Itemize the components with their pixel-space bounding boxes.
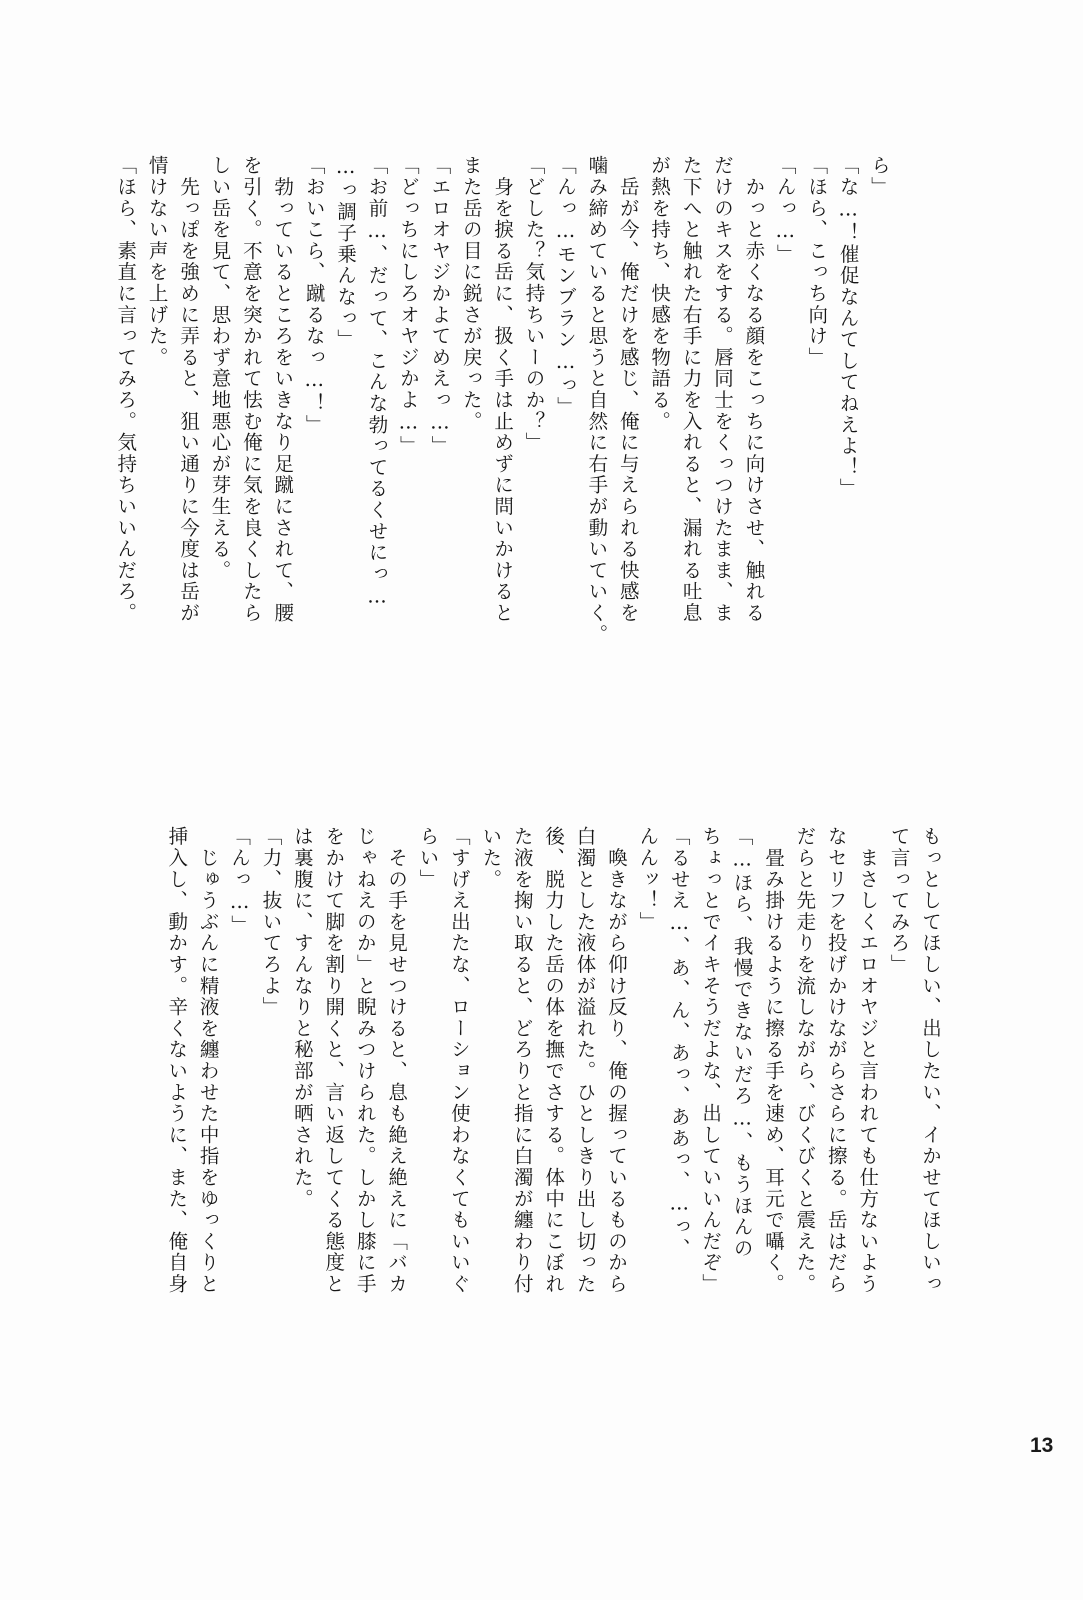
text-line: ちょっとでイキそうだよな、出していいんだぞ」 [699, 826, 723, 1295]
text-line: 「んっ…」 [773, 155, 797, 265]
text-line: いた。 [479, 826, 503, 890]
text-column-bottom [161, 826, 946, 1446]
text-line: だけのキスをする。唇同士をくっつけたまま、ま [710, 155, 734, 624]
text-line: た下へと触れた右手に力を入れると、漏れる吐息 [679, 155, 703, 624]
text-line: しい岳を見て、思わず意地悪心が芽生える。 [208, 155, 232, 581]
text-column-top [110, 155, 895, 775]
text-line: じゃねえのか」と睨みつけられた。しかし膝に手 [353, 826, 377, 1295]
text-line: は裏腹に、すんなりと秘部が晒された。 [290, 826, 314, 1210]
text-line: 岳が今、俺だけを感じ、俺に与えられる快感を [616, 155, 640, 624]
text-line: 「な…！催促なんてしてねえよ！」 [836, 155, 860, 500]
text-line: 「んっ…」 [228, 826, 252, 936]
text-line: 「すげえ出たな、ローション使わなくてもいいぐ [447, 826, 471, 1295]
text-line: 「エロオヤジかよてめえっ…」 [428, 155, 452, 457]
text-line: 白濁とした液体が溢れた。ひとしきり出し切った [573, 826, 597, 1295]
text-line: また岳の目に鋭さが戻った。 [459, 155, 483, 432]
text-line: なセリフを投げかけながらさらに擦る。岳はだら [824, 826, 848, 1295]
text-line: 「どっちにしろオヤジかよ…」 [396, 155, 420, 457]
text-line: をかけて脚を割り開くと、言い返してくる態度と [322, 826, 346, 1295]
text-line: 「…ほら、我慢できないだろ…、もうほんの [730, 826, 754, 1259]
text-line: 「んっ…モンブラン…っ」 [553, 155, 577, 418]
text-line: じゅうぶんに精液を纏わせた中指をゆっくりと [196, 826, 220, 1295]
text-line: らい」 [416, 826, 440, 890]
text-line: 「おいこら、蹴るなっ…！」 [302, 155, 326, 436]
text-line: 「お前…、だって、こんな勃ってるくせにっ… [365, 155, 389, 610]
text-line: まさしくエロオヤジと言われても仕方ないよう [856, 826, 880, 1295]
page-number: 13 [1030, 1434, 1054, 1457]
text-line: その手を見せつけると、息も絶え絶えに「バカ [385, 826, 409, 1295]
text-line: て言ってみろ」 [887, 826, 911, 976]
text-line: 身を捩る岳に、扱く手は止めずに問いかけると [491, 155, 515, 624]
text-line: 後、脱力した岳の体を撫でさする。体中にこぼれ [542, 826, 566, 1295]
text-line: 「力、抜いてろよ」 [259, 826, 283, 1018]
text-line: だらと先走りを流しながら、びくびくと震えた。 [793, 826, 817, 1295]
text-line: た液を掬い取ると、どろりと指に白濁が纏わり付 [510, 826, 534, 1295]
text-line: ら」 [868, 155, 891, 198]
text-line: 喚きながら仰け反り、俺の握っているものから [604, 826, 628, 1295]
text-line: もっとしてほしい、出したい、イかせてほしいっ [919, 826, 942, 1295]
text-line: 畳み掛けるように擦る手を速め、耳元で囁く。 [761, 826, 785, 1295]
text-line: 噛み締めていると思うと自然に右手が動いていく。 [585, 155, 609, 645]
text-line: 「るせえ…、あ、ん、あっ、ああっ、…っ、 [667, 826, 691, 1259]
text-line: 情けない声を上げた。 [145, 155, 169, 368]
text-line: 挿入し、動かす。辛くないように、また、俺自身 [165, 826, 189, 1295]
text-line: んんッ！」 [636, 826, 660, 933]
text-line: …っ調子乗んなっ」 [334, 155, 358, 351]
text-line: 「ほら、素直に言ってみろ。気持ちいいんだろ。 [114, 155, 138, 624]
text-line: 勃っているところをいきなり足蹴にされて、腰 [271, 155, 295, 624]
text-line: を引く。不意を突かれて怯む俺に気を良くしたら [239, 155, 263, 624]
text-line: が熱を持ち、快感を物語る。 [648, 155, 672, 432]
text-line: 先っぽを強めに弄ると、狙い通りに今度は岳が [177, 155, 201, 624]
text-line: かっと赤くなる顔をこっちに向けさせ、触れる [742, 155, 766, 624]
text-line: 「どした？気持ちいーのか？」 [522, 155, 546, 454]
text-line: 「ほら、こっち向け」 [805, 155, 829, 368]
